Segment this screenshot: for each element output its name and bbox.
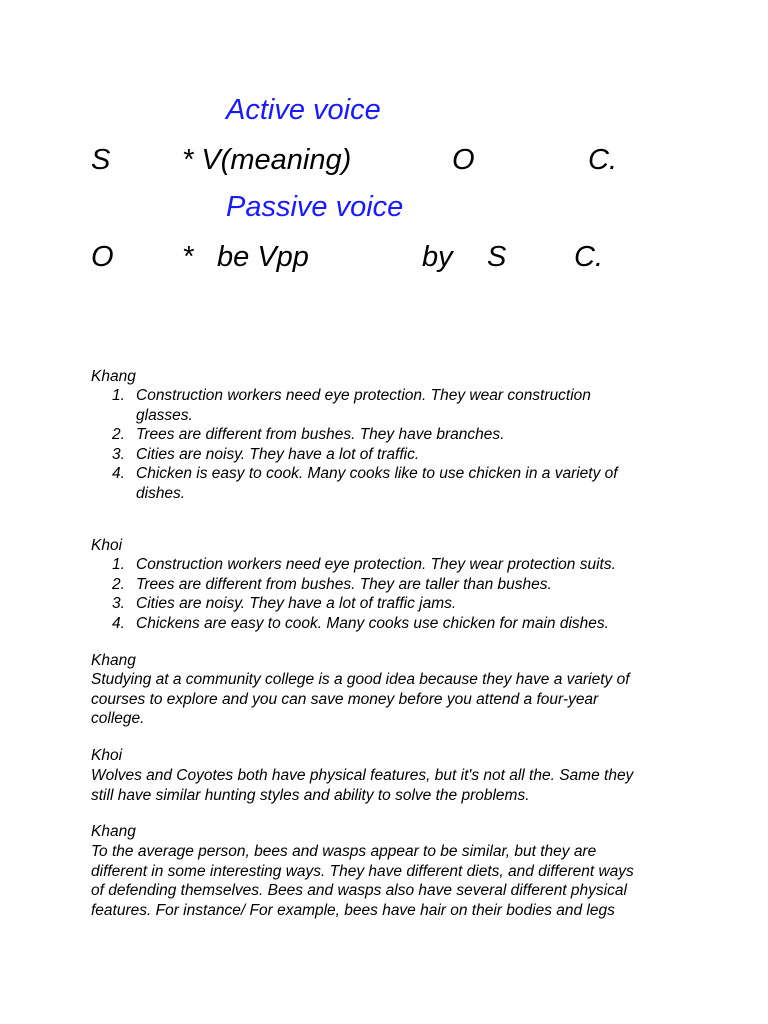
list-number: 3.: [112, 445, 125, 463]
list-number: 2.: [112, 575, 125, 593]
list-item: 2. Trees are different from bushes. They are taller than bushes.: [112, 575, 552, 593]
active-complement: C.: [588, 144, 617, 176]
sentence-list: [91, 555, 691, 633]
passive-subject: S: [487, 241, 507, 273]
passive-verb: be Vpp: [217, 241, 309, 273]
list-number: 1.: [112, 556, 125, 573]
list-item: 4. Chickens are easy to cook. Many cooks use chicken for main dishes.: [112, 614, 609, 632]
active-verb: * V(meaning): [182, 144, 352, 176]
paragraph: Wolves and Coyotes both have physical features, but it's not all the. Same they still have similar hunting styles and ability to solve the problems.: [91, 767, 634, 804]
list-number: 4.: [112, 614, 125, 632]
author-name: Khoi: [91, 747, 123, 764]
paragraph: Studying at a community college is a good idea because they have a variety of courses to explore and you can save money before you attend a four-year college.: [91, 671, 630, 727]
passive-object: O: [91, 241, 114, 273]
author-name: Khoi: [91, 537, 123, 554]
passive-voice-heading: Passive voice: [226, 191, 404, 223]
passive-asterisk: *: [182, 241, 194, 273]
list-number: 1.: [112, 387, 125, 404]
list-number: 2.: [112, 426, 125, 443]
passive-complement: C.: [574, 241, 603, 273]
list-item: 3. Cities are noisy. They have a lot of traffic.: [112, 445, 420, 463]
list-number: 3.: [112, 595, 125, 612]
active-object: O: [452, 144, 475, 176]
author-name: Khang: [91, 823, 136, 840]
list-item: 4. Chicken is easy to cook. Many cooks like to use chicken in a variety of dishes.: [112, 465, 618, 502]
author-name: Khang: [91, 652, 136, 669]
list-item: 1. Construction workers need eye protection. They wear construction glasses.: [112, 387, 591, 424]
list-item: 2. Trees are different from bushes. They have branches.: [112, 426, 505, 443]
list-item: 1. Construction workers need eye protection. They wear protection suits.: [112, 556, 616, 573]
active-subject: S: [91, 144, 111, 176]
list-number: 4.: [112, 465, 125, 482]
author-name: Khang: [91, 368, 136, 385]
list-item: 3. Cities are noisy. They have a lot of traffic jams.: [112, 595, 457, 612]
paragraph: To the average person, bees and wasps appear to be similar, but they are different in some interesting ways. They have different diets, and different ways of defending themselves. Bees and wasps also have several different physical features. For instance/ For example, bees have hair on their bodies and legs: [91, 843, 634, 919]
passive-by: by: [422, 241, 453, 273]
sentence-list: [91, 386, 691, 503]
active-voice-heading: Active voice: [226, 94, 381, 126]
